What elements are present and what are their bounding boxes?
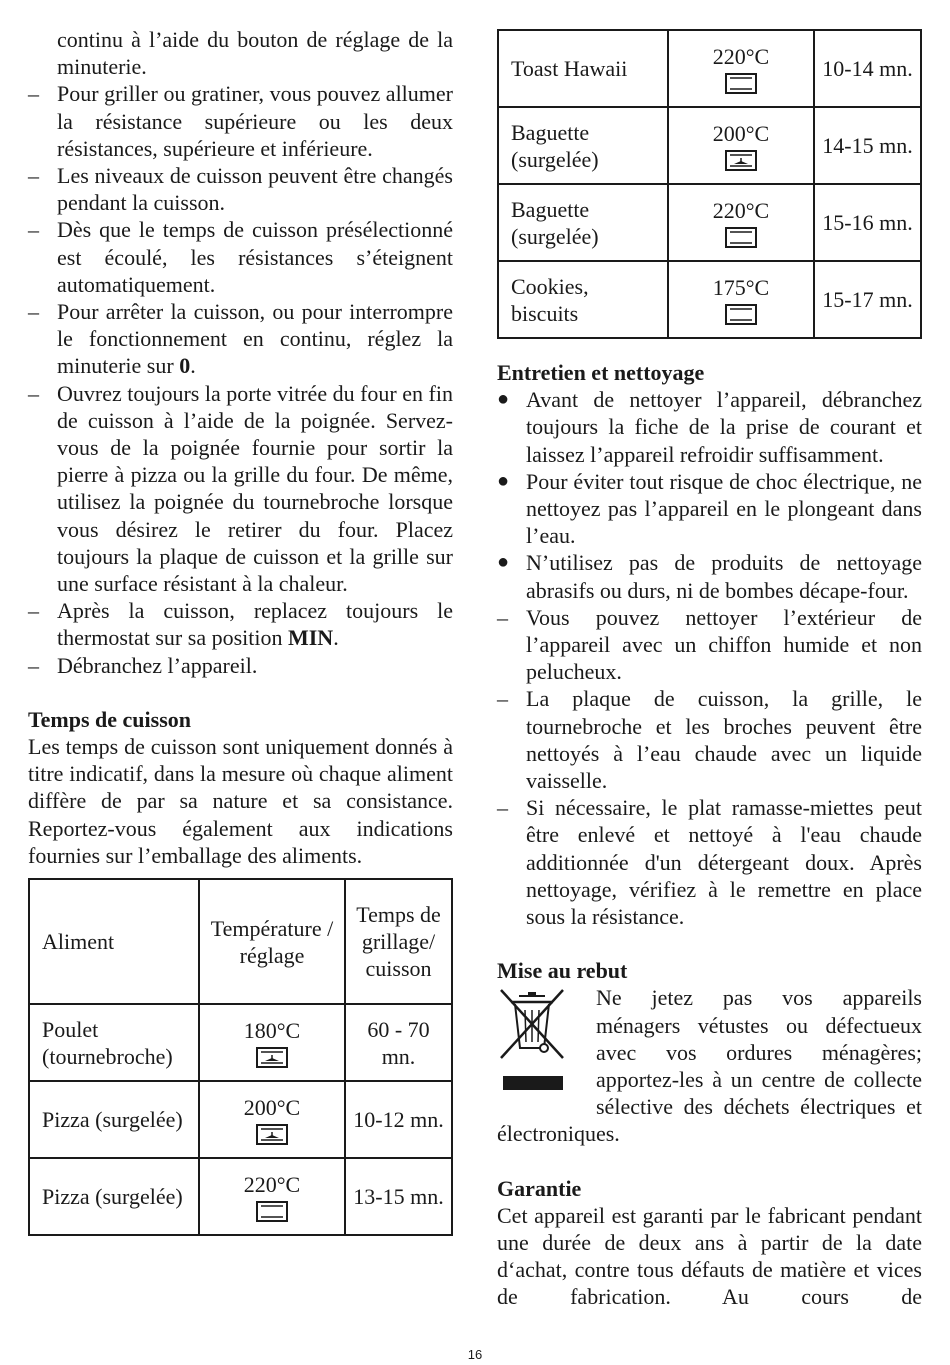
header-aliment: Aliment [29,879,199,1004]
time-cell: 15-17 mn. [814,261,921,338]
cleaning-item: – Vous pouvez nettoyer l’extérieur de l’appareil avec un chiffon humide et non pelucheux. [497,604,922,685]
garantie-heading: Garantie [497,1175,582,1201]
top-bottom-heat-icon [724,72,758,95]
bullet-item: ● N’utilisez pas de produits de nettoyage abrasifs ou durs, ni de bombes décape-four. [497,550,922,603]
time-cell: 10-14 mn. [814,30,921,107]
temp-cell: 220°C [199,1158,345,1235]
garantie-paragraph: Cet appareil est garanti par le fabricant pendant une durée de deux ans à partir de la date d‘achat, contre tous défauts de matière et vices de fabrication. Au cours de [497,1202,922,1310]
top-bottom-heat-icon [255,1200,289,1223]
food-cell: Pizza (surgelée) [29,1081,199,1158]
right-column [497,29,922,1311]
food-cell: Baguette (surgelée) [498,184,668,261]
food-cell: Poulet (tournebroche) [29,1004,199,1081]
time-cell: 60 - 70 mn. [345,1004,452,1081]
table-row [498,107,921,184]
cleaning-item: – Si nécessaire, le plat ramasse-miettes peut être enlevé et nettoyé à l'eau chaude additionnée d'un détergeant doux. Après nettoyage, vérifiez à le remettre en place sous la résistance. [497,795,922,930]
page-number: 16 [467,1347,483,1362]
rotisserie-icon [724,149,758,172]
top-bottom-heat-icon [724,226,758,249]
temp-cell: 175°C [668,261,814,338]
table-header-row [29,879,452,1004]
intro-continuation: continu à l’aide du bouton de réglage de la minuterie. [57,27,453,80]
temp-cell: 180°C [199,1004,345,1081]
table-row [29,1004,452,1081]
instruction-item: – Après la cuisson, replacez toujours le thermostat sur sa position MIN. [28,598,453,651]
crossed-out-bin-icon [497,986,567,1094]
rebut-block [497,984,922,1120]
rebut-heading: Mise au rebut [497,958,628,984]
rebut-last-line: électroniques. [497,1121,620,1147]
table-row [29,1081,452,1158]
temps-paragraph: Les temps de cuisson sont uniquement donnés à titre indicatif, dans la mesure où chaque aliment diffère de par sa nature et sa consistance. Reportez-vous également aux indications fournies sur l’emballage des aliments. [28,734,453,868]
table-row [498,184,921,261]
instruction-item: – Les niveaux de cuisson peuvent être changés pendant la cuisson. [28,163,453,216]
entretien-heading: Entretien et nettoyage [497,360,705,385]
instruction-item: – Pour arrêter la cuisson, ou pour interrompre le fonctionnement en continu, réglez la minuterie sur 0. [28,299,453,379]
food-cell: Baguette (surgelée) [498,107,668,184]
instruction-item: – Pour griller ou gratiner, vous pouvez allumer la résistance supérieure ou les deux résistances, supérieure et inférieure. [28,81,453,161]
temp-cell: 220°C [668,184,814,261]
food-cell: Pizza (surgelée) [29,1158,199,1235]
rotisserie-icon [255,1123,289,1146]
temp-cell: 200°C [199,1081,345,1158]
instruction-item: – Ouvrez toujours la porte vitrée du four en fin de cuisson à l’aide de la poignée. Servez-vous de la poignée fournie pour sortir la pierre à pizza ou la grille du four. De même, utilisez la poignée du tournebroche lorsque vous désirez le retirer du four. Placez toujours la plaque de cuisson et la grille sur une surface résistant à la chaleur. [28,380,453,597]
table-row [498,261,921,338]
temps-heading: Temps de cuisson [28,706,192,732]
rebut-text: Ne jetez pas vos appareils ménagers vétustes ou défectueux avec vos ordures ménagères; apportez-les à un centre de collecte sélective des déchets électriques et [596,985,922,1120]
time-cell: 10-12 mn. [345,1081,452,1158]
food-cell: Cookies, biscuits [498,261,668,338]
instruction-item: – Dès que le temps de cuisson présélectionné est écoulé, les résistances s’éteignent automatiquement. [28,217,453,297]
table-row [498,30,921,107]
bullet-item: ● Pour éviter tout risque de choc électrique, ne nettoyez pas l’appareil en le plongeant dans l’eau. [497,468,922,549]
instruction-item: – Débranchez l’appareil. [28,652,258,678]
cooking-time-table [28,878,453,1236]
header-temperature: Température / réglage [199,879,345,1004]
time-cell: 15-16 mn. [814,184,921,261]
cleaning-item: – La plaque de cuisson, la grille, le tournebroche et les broches peuvent être nettoyés à l’eau chaude avec un liquide vaisselle. [497,686,922,794]
time-cell: 13-15 mn. [345,1158,452,1235]
top-bottom-heat-icon [724,303,758,326]
header-temps: Temps de grillage/ cuisson [345,879,452,1004]
rotisserie-icon [255,1046,289,1069]
food-cell: Toast Hawaii [498,30,668,107]
table-row [29,1158,452,1235]
temp-cell: 220°C [668,30,814,107]
cooking-time-table-continued [497,29,922,339]
left-column [28,26,453,1236]
temp-cell: 200°C [668,107,814,184]
bullet-item: ● Avant de nettoyer l’appareil, débranchez toujours la fiche de la prise de courant et laissez l’appareil refroidir suffisamment. [497,387,922,467]
time-cell: 14-15 mn. [814,107,921,184]
